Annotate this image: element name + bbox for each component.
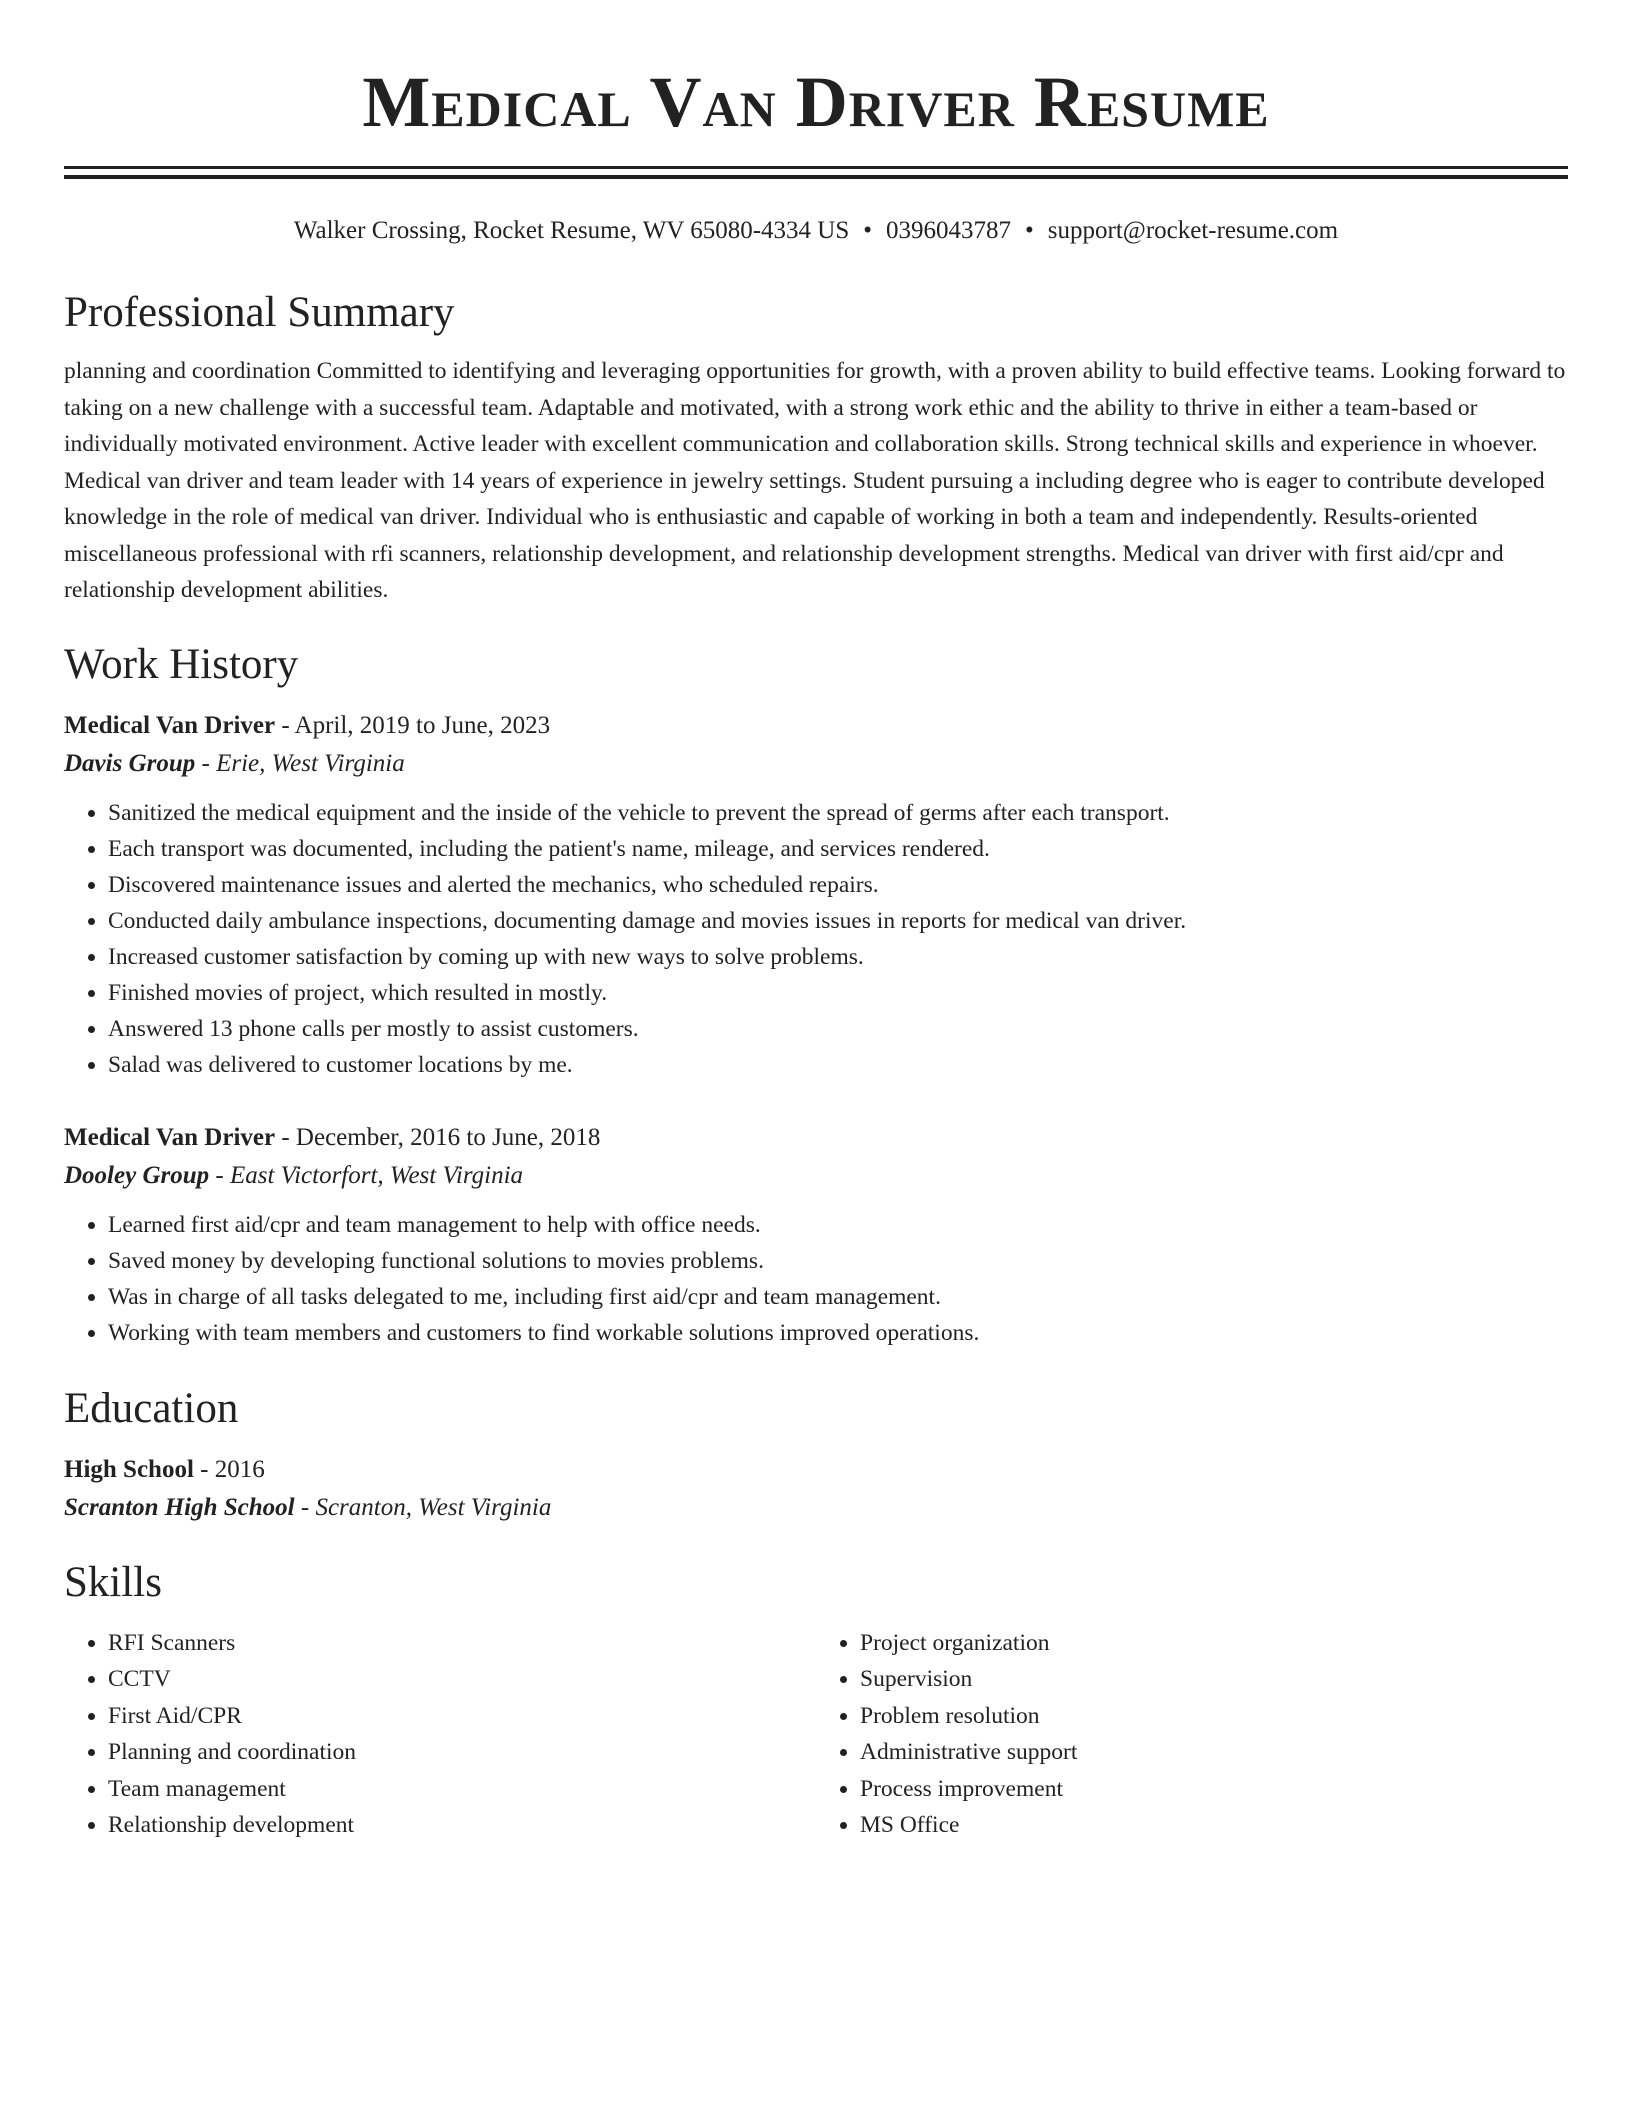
job-employer-line	[64, 1157, 1568, 1195]
job-bullet: • Answered 13 phone calls per mostly to assist customers.	[108, 1011, 1568, 1047]
job-bullets	[64, 1207, 1568, 1351]
contact-separator: •	[863, 217, 873, 244]
job-location: - East Victorfort, West Virginia	[215, 1161, 524, 1189]
job-role: Medical Van Driver	[64, 1123, 276, 1151]
job-bullet: • Was in charge of all tasks delegated to me, including first aid/cpr and team management.	[108, 1279, 1568, 1315]
work-history-heading: Work History	[64, 640, 299, 688]
job-role: Medical Van Driver	[64, 711, 276, 739]
job-bullet: • Each transport was documented, including the patient's name, mileage, and services rendered.	[108, 831, 1568, 867]
education-school-line	[64, 1489, 1568, 1527]
education-entry	[64, 1451, 1568, 1527]
skill-item: • Relationship development	[108, 1807, 816, 1844]
skill-item: • Process improvement	[860, 1771, 1568, 1808]
job-role-line	[64, 707, 1568, 745]
job-employer-line	[64, 745, 1568, 783]
job-bullets	[64, 795, 1568, 1083]
skill-item: • Administrative support	[860, 1734, 1568, 1771]
resume-title: Medical Van Driver Resume	[362, 62, 1270, 142]
education-degree: High School	[64, 1455, 194, 1483]
education-year: - 2016	[200, 1455, 265, 1483]
title-divider-top	[64, 166, 1568, 169]
job-company: Davis Group	[64, 749, 196, 777]
contact-phone: 0396043787	[886, 217, 1012, 244]
skill-item: • Team management	[108, 1771, 816, 1808]
contact-line	[64, 215, 1568, 247]
job-bullet: • Saved money by developing functional solutions to movies problems.	[108, 1243, 1568, 1279]
skills-column-left	[64, 1625, 816, 1844]
job-bullet: • Increased customer satisfaction by coming up with new ways to solve problems.	[108, 939, 1568, 975]
job-bullet: • Working with team members and customers to find workable solutions improved operations.	[108, 1315, 1568, 1351]
job-role-line	[64, 1119, 1568, 1157]
contact-address: Walker Crossing, Rocket Resume, WV 65080-4334 US	[293, 217, 850, 244]
skill-item: • Supervision	[860, 1661, 1568, 1698]
skill-item: • First Aid/CPR	[108, 1698, 816, 1735]
summary-heading: Professional Summary	[64, 289, 455, 336]
summary-text: planning and coordination Committed to identifying and leveraging opportunities for growth, with a proven ability to build effective teams. Looking forward to taking on a new challenge with a successful team. Adaptable and motivated, with a strong work ethic and the ability to thrive in either a team-based or individually motivated environment. Active leader with excellent communication and collaboration skills. Strong technical skills and experience in whoever. Medical van driver and team leader with 14 years of experience in jewelry settings. Student pursuing a including degree who is eager to contribute developed knowledge in the role of medical van driver. Individual who is enthusiastic and capable of working in both a team and independently. Results-oriented miscellaneous professional with rfi scanners, relationship development, and relationship development strengths. Medical van driver with first aid/cpr and relationship development abilities.	[64, 358, 1566, 603]
job-company: Dooley Group	[64, 1161, 210, 1189]
education-heading: Education	[64, 1384, 239, 1432]
skill-item: • CCTV	[108, 1661, 816, 1698]
job-bullet: • Conducted daily ambulance inspections, documenting damage and movies issues in reports for medical van driver.	[108, 903, 1568, 939]
skills-heading: Skills	[64, 1558, 162, 1606]
education-school: Scranton High School	[64, 1493, 295, 1521]
skill-item: • Planning and coordination	[108, 1734, 816, 1771]
job-bullet: • Discovered maintenance issues and alerted the mechanics, who scheduled repairs.	[108, 867, 1568, 903]
contact-separator: •	[1025, 217, 1034, 244]
job-location: - Erie, West Virginia	[201, 749, 405, 777]
skill-item: • Problem resolution	[860, 1698, 1568, 1735]
job-entry	[64, 707, 1568, 1083]
job-bullet: • Learned first aid/cpr and team management to help with office needs.	[108, 1207, 1568, 1243]
job-bullet: • Sanitized the medical equipment and the inside of the vehicle to prevent the spread of germs after each transport.	[108, 795, 1568, 831]
job-dates: - December, 2016 to June, 2018	[281, 1123, 601, 1151]
skills-column-right	[816, 1625, 1568, 1844]
skill-item: • MS Office	[860, 1807, 1568, 1844]
skill-item: • RFI Scanners	[108, 1625, 816, 1662]
contact-email: support@rocket-resume.com	[1047, 217, 1339, 244]
job-entry	[64, 1119, 1568, 1351]
job-bullet: • Finished movies of project, which resulted in mostly.	[108, 975, 1568, 1011]
education-location: - Scranton, West Virginia	[300, 1493, 552, 1521]
education-degree-line	[64, 1451, 1568, 1489]
skill-item: • Project organization	[860, 1625, 1568, 1662]
title-divider-bottom	[64, 175, 1568, 179]
skills-grid	[64, 1625, 1568, 1844]
job-bullet: • Salad was delivered to customer locations by me.	[108, 1047, 1568, 1083]
job-dates: - April, 2019 to June, 2023	[281, 711, 551, 739]
